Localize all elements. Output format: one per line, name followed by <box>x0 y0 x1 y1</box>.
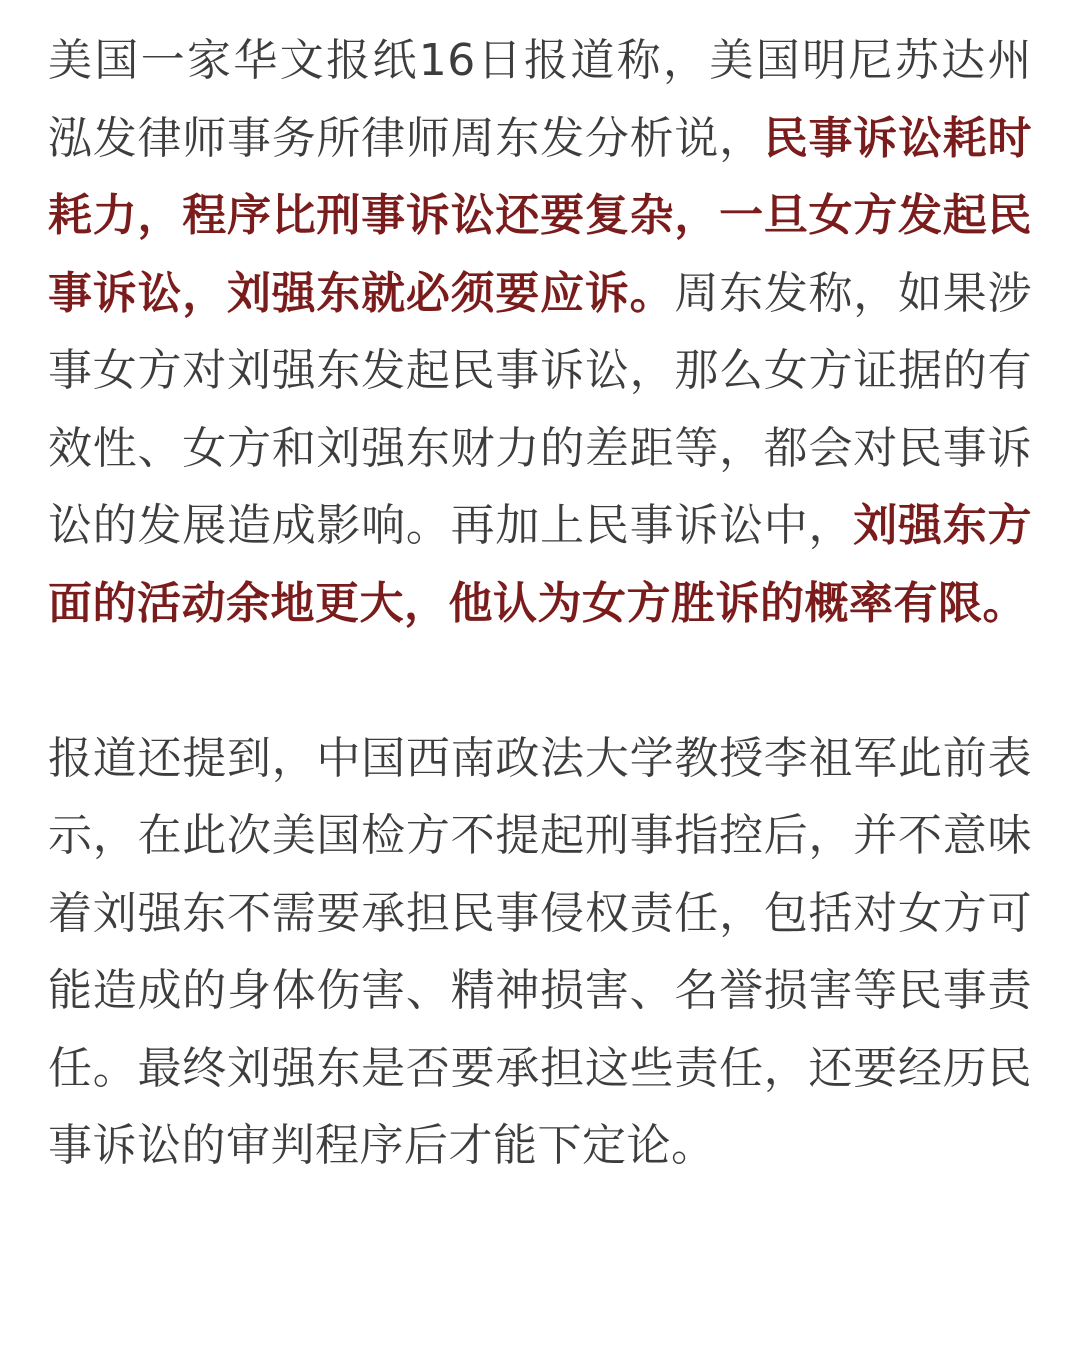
paragraph-1 <box>48 22 1032 642</box>
paragraph-2 <box>48 720 1032 1185</box>
paragraph-1-highlight: 刘强东方面的活动余地更大，他认为女方胜诉的概率有限。 <box>48 500 1033 629</box>
article-body <box>48 22 1032 1185</box>
paragraph-1-text: 美国一家华文报纸16日报道称，美国明尼苏达州泓发律师事务所律师周东发分析说， <box>48 35 1032 164</box>
paragraph-2-text: 报道还提到，中国西南政法大学教授李祖军此前表示，在此次美国检方不提起刑事指控后，并不意味着刘强东不需要承担民事侵权责任，包括对女方可能造成的身体伤害、精神损害、名誉损害等民事责任。最终刘强东是否要承担这些责任，还要经历民事诉讼的审判程序后才能下定论。 <box>48 732 1032 1171</box>
paragraph-1-text: 周东发称，如果涉事女方对刘强东发起民事诉讼，那么女方证据的有效性、女方和刘强东财力的差距等，都会对民事诉讼的发展造成影响。再加上民事诉讼中， <box>48 267 1033 551</box>
paragraph-1-highlight: 民事诉讼耗时耗力，程序比刑事诉讼还要复杂，一旦女方发起民事诉讼，刘强东就必须要应诉。 <box>48 112 1033 319</box>
